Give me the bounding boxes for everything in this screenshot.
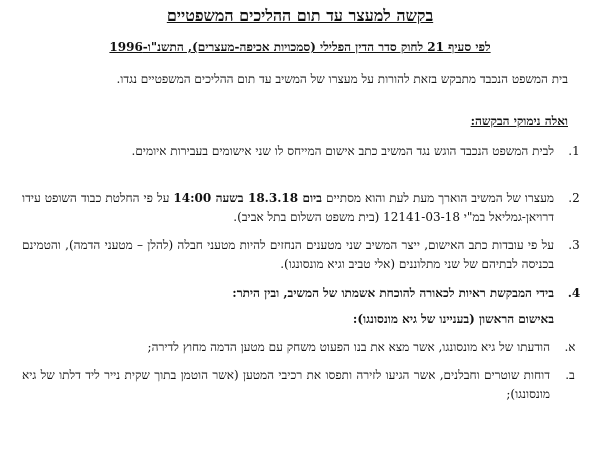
sub-item-b	[22, 366, 578, 404]
item-text: לבית המשפט הנכבד הוגש נגד המשיב כתב אישום המייחס לו שני אישומים בעבירות איומים.	[131, 144, 554, 158]
sub-item-text: דוחות שוטרים וחבלנים, אשר הגיעו לזירה ותפסו את רכיבי המטען (אשר הוטמן בתוך שקית נייר ליד דלתו של גיא מונסונגו);	[22, 368, 550, 401]
reasons-heading: ואלה נימוקי הבקשה:	[470, 114, 568, 128]
numbered-item-1	[22, 142, 582, 161]
item-text	[22, 189, 554, 227]
intro-paragraph: בית המשפט הנכבד מתבקש בזאת להורות על מעצרו של המשיב עד תום ההליכים המשפטיים נגדו.	[116, 72, 568, 86]
numbered-item-3	[22, 236, 582, 274]
numbered-item-4	[22, 284, 582, 303]
item-number: 2.	[568, 191, 580, 205]
detention-end-date: ביום 18.3.18 בשעה 14:00	[173, 191, 322, 205]
document-subtitle: לפי סעיף 21 לחוק סדר הדין הפלילי (סמכויות אכיפה-מעצרים), התשנ"ו-1996	[109, 40, 491, 54]
numbered-item-2	[22, 189, 582, 227]
sub-item-letter: א.	[564, 340, 576, 354]
document-title: בקשה למעצר עד תום ההליכים המשפטיים	[166, 6, 434, 25]
sub-item-text: הודעתו של גיא מונסונגו, אשר מצא את בנו הפעוט משחק עם מטען הדמה מחוץ לדירה;	[147, 340, 550, 354]
first-charge-heading: באישום הראשון (בעניינו של גיא מונסונגו):	[352, 312, 554, 326]
item-number: 3.	[568, 238, 580, 252]
item-number: 4.	[567, 286, 581, 300]
item-text: על פי עובדות כתב האישום, ייצר המשיב שני מטענים הנחזים להיות מטעני חבלה (להלן – מטעני הדמה), והטמינם בכניסה לבתיהם של שני מתלוננים (אלי טביב וגיא מונסונגו).	[22, 238, 554, 271]
sub-item-letter: ב.	[565, 368, 575, 382]
item-text: בידי המבקשת ראיות לכאורה להוכחת אשמתו של המשיב, ובין היתר:	[232, 286, 554, 300]
item-text-post: על פי החלטת כבוד השופט עידו דרויאן-גמליאל במ"י 12141-03-18 (בית משפט השלום בתל אביב).	[22, 191, 554, 224]
sub-item-a	[22, 338, 578, 357]
item-number: 1.	[568, 144, 580, 158]
item-text-pre: מעצרו של המשיב הוארך מעת לעת והוא מסתיים	[321, 191, 554, 205]
